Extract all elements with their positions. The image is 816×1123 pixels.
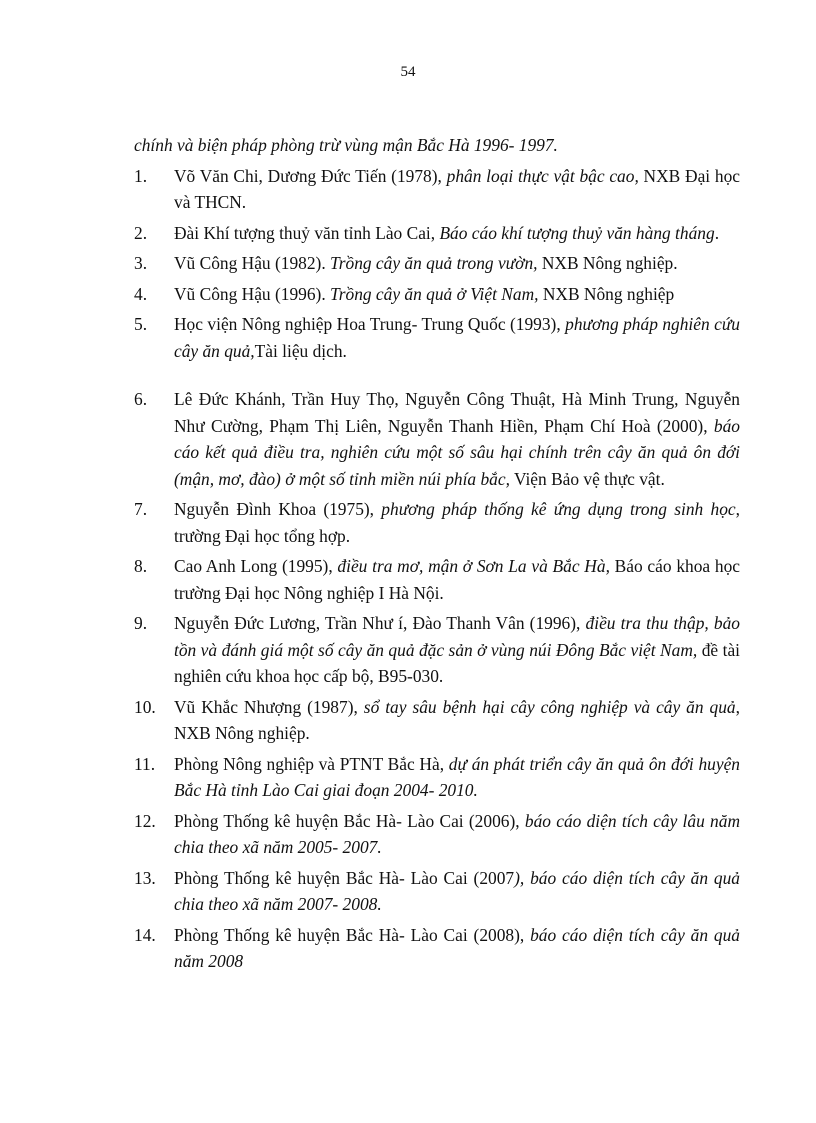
reference-authors: Võ Văn Chi, Dương Đức Tiến (1978), — [174, 165, 447, 186]
reference-publisher: NXB Đại học và THCN. — [174, 165, 741, 212]
reference-authors: Cao Anh Long (1995), — [174, 556, 338, 576]
reference-authors: Phòng Nông nghiệp và PTNT Bắc Hà, — [174, 753, 449, 774]
reference-number: 6. — [134, 389, 148, 409]
reference-item — [134, 922, 740, 975]
reference-item — [134, 694, 740, 747]
reference-number: 13. — [134, 867, 156, 888]
reference-item — [134, 865, 740, 918]
reference-authors: Nguyễn Đình Khoa (1975), — [174, 499, 382, 519]
reference-title: phương pháp nghiên cứu cây ăn quả, — [174, 314, 740, 361]
reference-title: phân loại thực vật bậc cao, — [446, 165, 639, 186]
reference-authors: Học viện Nông nghiệp Hoa Trung- Trung Quốc (1993), — [174, 314, 566, 334]
reference-list — [134, 163, 740, 975]
reference-title: báo cáo kết quả điều tra, nghiên cứu một số sâu hại chính trên cây ăn quả ôn đới (mận, mơ, đào) ở một số tỉnh miền núi phía bắc, — [174, 415, 740, 489]
continued-text — [134, 132, 740, 159]
reference-number: 4. — [134, 283, 148, 304]
reference-authors: Vũ Công Hậu (1982). — [174, 253, 331, 273]
reference-item — [134, 311, 740, 364]
reference-item — [134, 610, 740, 690]
reference-publisher: Viện Bảo vệ thực vật. — [509, 468, 665, 489]
reference-item — [134, 553, 740, 606]
reference-item — [134, 496, 740, 549]
reference-publisher: . — [714, 222, 720, 243]
reference-authors: Phòng Thống kê huyện Bắc Hà- Lào Cai (2006), — [174, 810, 525, 831]
reference-publisher: NXB Nông nghiệp. — [537, 253, 678, 273]
reference-item — [134, 808, 740, 861]
reference-authors: Vũ Khắc Nhượng (1987), — [174, 696, 364, 717]
reference-publisher: , NXB Nông nghiệp. — [174, 696, 740, 743]
reference-number: 10. — [134, 696, 156, 717]
reference-title: phương pháp thống kê ứng dụng trong sinh học — [381, 499, 736, 519]
reference-title: Trồng cây ăn quả ở Việt Nam, — [330, 283, 539, 304]
reference-number: 11. — [134, 753, 156, 774]
reference-title: Báo cáo khí tượng thuỷ văn hàng tháng — [439, 222, 715, 243]
page-number: 54 — [400, 64, 416, 80]
reference-number: 8. — [134, 556, 148, 576]
reference-title: sổ tay sâu bệnh hại cây công nghiệp và cây ăn quả — [363, 696, 736, 717]
reference-title: dự án phát triển cây ăn quả ôn đới huyện Bắc Hà tỉnh Lào Cai giai đoạn 2004- 2010. — [174, 753, 741, 800]
reference-number: 3. — [134, 253, 148, 273]
reference-number: 9. — [134, 613, 148, 633]
reference-item — [134, 250, 740, 277]
reference-publisher: Tài liệu dịch. — [254, 340, 347, 361]
reference-title: điều tra mơ, mận ở Sơn La và Bắc Hà, — [337, 556, 610, 576]
reference-item — [134, 163, 740, 216]
reference-number: 1. — [134, 165, 148, 186]
reference-authors: Vũ Công Hậu (1996). — [174, 283, 331, 304]
reference-title: báo cáo diện tích cây lâu năm chia theo xã năm 2005- 2007. — [174, 810, 740, 857]
continued-text-italic: chính và biện pháp phòng trừ vùng mận Bắc Hà 1996- 1997. — [134, 135, 558, 155]
reference-item — [134, 386, 740, 492]
reference-number: 2. — [134, 222, 148, 243]
reference-number: 7. — [134, 499, 148, 519]
reference-authors: Phòng Thống kê huyện Bắc Hà- Lào Cai (2007 — [174, 867, 515, 888]
reference-publisher: NXB Nông nghiệp — [538, 283, 675, 304]
reference-publisher: , trường Đại học tổng hợp. — [174, 499, 740, 546]
reference-number: 5. — [134, 314, 148, 334]
reference-publisher: đề tài nghiên cứu khoa học cấp bộ, B95-030. — [174, 639, 740, 686]
reference-title: Trồng cây ăn quả trong vườn, — [330, 253, 538, 273]
reference-authors: Phòng Thống kê huyện Bắc Hà- Lào Cai (2008), — [174, 924, 531, 945]
reference-title: điều tra thu thập, bảo tồn và đánh giá một số cây ăn quả đặc sản ở vùng núi Đông Bắc việt Nam, — [174, 613, 740, 660]
reference-item — [134, 220, 740, 247]
reference-authors: Đài Khí tượng thuỷ văn tỉnh Lào Cai, — [174, 222, 440, 243]
reference-number: 12. — [134, 810, 156, 831]
reference-publisher: Báo cáo khoa học trường Đại học Nông nghiệp I Hà Nội. — [174, 556, 740, 603]
reference-number: 14. — [134, 924, 156, 945]
reference-authors: Lê Đức Khánh, Trần Huy Thọ, Nguyễn Công Thuật, Hà Minh Trung, Nguyễn Như Cường, Phạm Thị Liên, Nguyễn Thanh Hiền, Phạm Chí Hoà (2000), — [174, 389, 740, 436]
reference-item — [134, 751, 740, 804]
reference-title: báo cáo diện tích cây ăn quả năm 2008 — [174, 924, 740, 971]
reference-list-page — [134, 132, 740, 979]
reference-title: ), báo cáo diện tích cây ăn quả chia theo xã năm 2007- 2008. — [174, 867, 740, 914]
reference-item — [134, 281, 740, 308]
reference-authors: Nguyễn Đức Lương, Trần Như í, Đào Thanh Vân (1996), — [174, 613, 586, 633]
